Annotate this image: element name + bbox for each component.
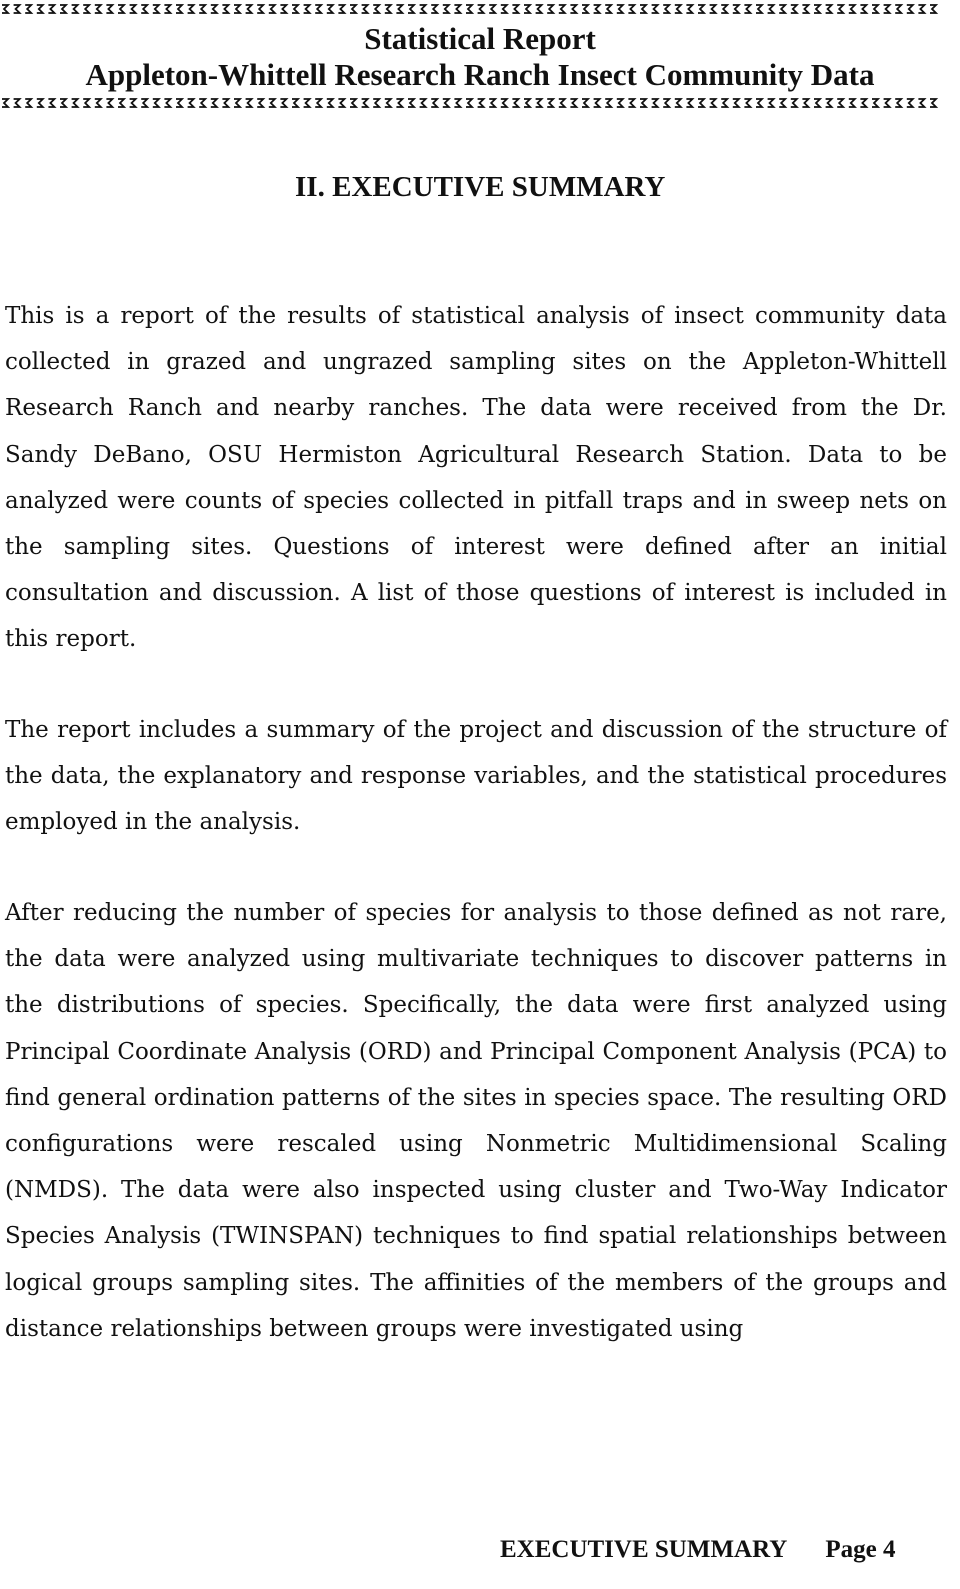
footer-section-label: EXECUTIVE SUMMARY: [500, 1536, 788, 1563]
paragraph-report-contents: The report includes a summary of the project and discussion of the structure of the data, the explanatory and response variables, and the statistical procedures employed in the analysis.: [5, 717, 947, 836]
report-title: Statistical Report: [364, 21, 596, 56]
section-heading: II. EXECUTIVE SUMMARY: [295, 171, 666, 203]
paragraph-intro: This is a report of the results of statistical analysis of insect community data collected in grazed and ungrazed sampling sites on the Appleton-Whittell Research Ranch and nearby ranches. The data were received from the Dr. Sandy DeBano, OSU Hermiston Agricultural Research Station. Data to be analyzed were counts of species collected in pitfall traps and in sweep nets on the sampling sites. Questions of interest were defined after an initial consultation and discussion. A list of those questions of interest is included in this report.: [5, 303, 947, 653]
header-decorative-border-top: [0, 2, 960, 16]
page-footer: [500, 1535, 895, 1565]
decorative-border-pattern: [2, 99, 936, 107]
paragraph-analysis-methods: After reducing the number of species for analysis to those defined as not rare, the data were analyzed using multivariate techniques to discover patterns in the distributions of species. Specifically, the data were first analyzed using Principal Coordinate Analysis (ORD) and Principal Component Analysis (PCA) to find general ordination patterns of the sites in species space. The resulting ORD configurations were rescaled using Nonmetric Multidimensional Scaling (NMDS). The data were also inspected using cluster and Two-Way Indicator Species Analysis (TWINSPAN) techniques to find spatial relationships between logical groups sampling sites. The affinities of the members of the groups and distance relationships between groups were investigated using: [5, 900, 947, 1342]
decorative-border-pattern: [2, 5, 936, 13]
header-decorative-border-bottom: [0, 96, 960, 110]
decorative-border-svg: [0, 96, 960, 110]
report-subtitle: Appleton-Whittell Research Ranch Insect Community Data: [85, 57, 875, 92]
decorative-border-svg: [0, 2, 960, 16]
footer-page-number: Page 4: [825, 1536, 896, 1563]
